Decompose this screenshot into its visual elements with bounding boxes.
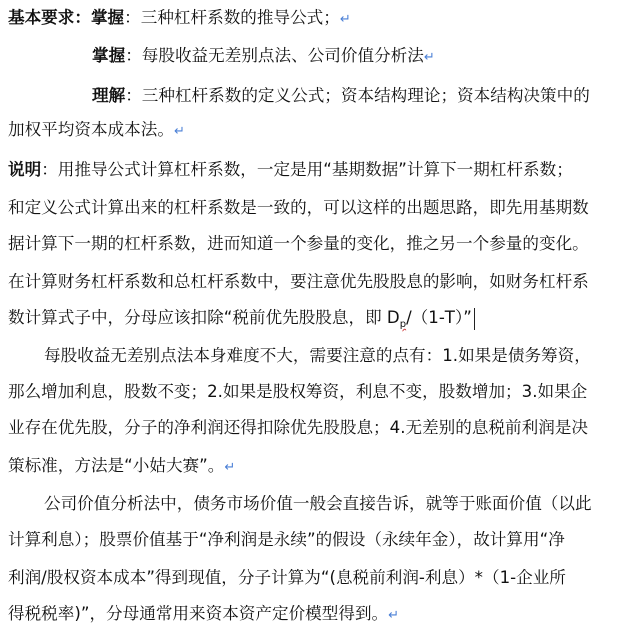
note-text-4: 在计算财务杠杆系数和总杠杆系数中，要注意优先股股息的影响，如财务杠杆系	[8, 272, 589, 291]
requirements-line-3	[92, 82, 634, 110]
paragraph-mark-icon: ↵	[423, 50, 435, 65]
note-text-5b: /（1-T）”	[406, 308, 472, 327]
eps-text-4: 策标准，方法是“小姑大赛”。	[8, 456, 225, 475]
dp-subscript: p	[399, 319, 407, 330]
understand-text: ：三种杠杆系数的定义公式；资本结构理论；资本结构决策中的	[125, 86, 590, 105]
understand-text-2: 加权平均资本成本法。	[8, 120, 174, 139]
requirements-line-1	[8, 4, 634, 32]
value-line-2	[8, 526, 634, 554]
note-text-5a: 数计算式子中，分母应该扣除“税前优先股股息，即 D	[8, 308, 400, 327]
requirements-line-2	[92, 42, 634, 70]
note-text-2: 和定义公式计算出来的杠杆系数是一致的，可以这样的出题思路，即先用基期数	[8, 198, 589, 217]
value-text-3: 利润/股权资本成本”得到现值，分子计算为“(息税前利润-利息）*（1-企业所	[8, 568, 566, 587]
eps-text-1: 每股收益无差别点法本身难度不大，需要注意的点有：1.如果是债务筹资，	[44, 346, 591, 365]
master-text-2: ：每股收益无差别点法、公司价值分析法	[125, 46, 424, 65]
note-line-5	[8, 304, 634, 332]
master-label-2: 掌握	[92, 46, 126, 65]
note-line-2	[8, 194, 634, 222]
value-line-4	[8, 600, 634, 628]
eps-line-1	[44, 342, 634, 370]
eps-text-3: 业存在优先股，分子的净利润还得扣除优先股股息；4.无差别的息税前利润是决	[8, 418, 589, 437]
note-text-1: ：用推导公式计算杠杆系数，一定是用“基期数据”计算下一期杠杆系数；	[41, 160, 573, 179]
note-line-3	[8, 230, 634, 258]
note-line-4	[8, 268, 634, 296]
value-line-1	[44, 490, 634, 518]
value-text-2: 计算利息）；股票价值基于“净利润是永续”的假设（永续年金），故计算用“净	[8, 530, 565, 549]
master-label-1: 掌握	[90, 8, 125, 27]
note-line-1	[8, 156, 634, 184]
master-text-1: ：三种杠杆系数的推导公式；	[124, 8, 340, 27]
understand-label: 理解	[92, 86, 126, 105]
eps-line-3	[8, 414, 634, 442]
paragraph-mark-icon: ↵	[173, 124, 185, 139]
eps-text-2: 那么增加利息，股数不变；2.如果是股权筹资，利息不变，股数增加；3.如果企	[8, 382, 588, 401]
note-label: 说明	[8, 160, 42, 179]
paragraph-mark-icon: ↵	[339, 12, 351, 27]
eps-line-4	[8, 452, 634, 480]
note-text-3: 据计算下一期的杠杆系数，进而知道一个参量的变化，推之另一个参量的变化。	[8, 234, 589, 253]
paragraph-mark-icon: ↵	[388, 608, 400, 623]
value-text-4: 得税税率)”，分母通常用来资本资产定价模型得到。	[8, 604, 389, 623]
text-cursor	[474, 308, 475, 330]
paragraph-mark-icon: ↵	[224, 460, 236, 475]
eps-line-2	[8, 378, 634, 406]
value-line-3	[8, 564, 634, 592]
value-text-1: 公司价值分析法中，债务市场价值一般会直接告诉，就等于账面价值（以此	[44, 494, 592, 513]
requirements-line-4	[8, 116, 634, 144]
requirements-label: 基本要求：	[8, 8, 91, 27]
